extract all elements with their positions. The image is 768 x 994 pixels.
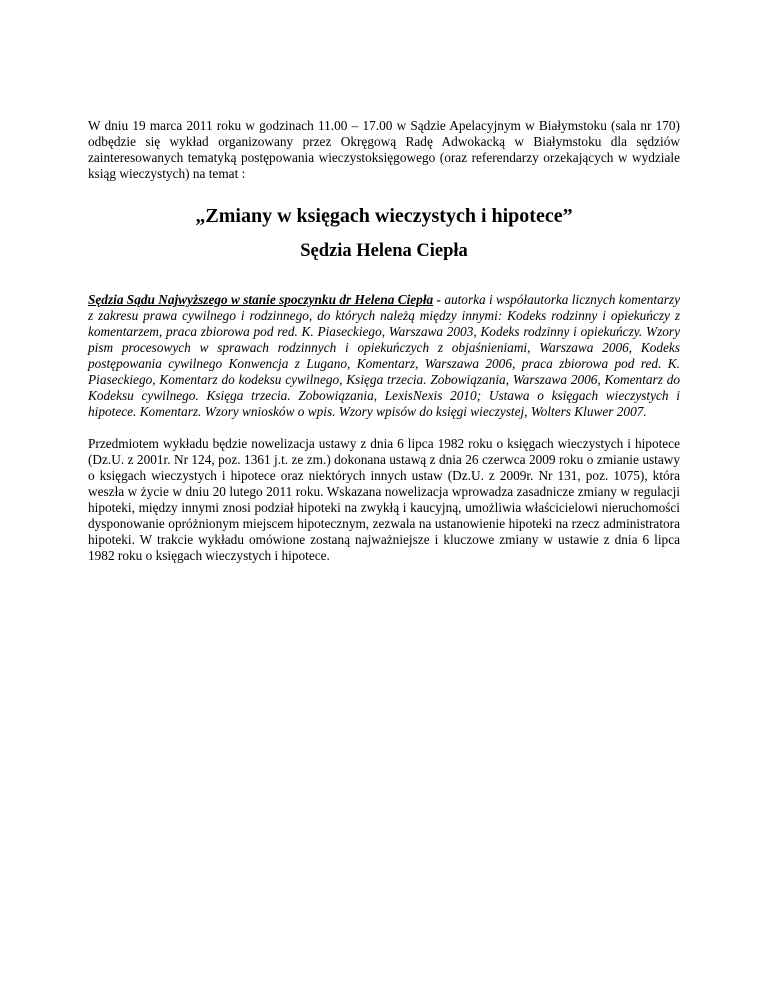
speaker-bio-paragraph bbox=[88, 292, 680, 420]
speaker-name: Sędzia Helena Ciepła bbox=[300, 241, 468, 261]
speaker-bio-text: autorka i współautorka licznych komentarzy z zakresu prawa cywilnego i rodzinnego, do których należą między innymi: Kodeks rodzinny i opiekuńczy z komentarzem, praca zbiorowa pod red. K. Piaseckiego, Warszawa 2003, Kodeks rodzinny i opiekuńczy. Wzory pism procesowych w sprawach rodzinnych i opiekuńczych z objaśnieniami, Warszawa 2006, Kodeks postępowania cywilnego Konwencja z Lugano, Komentarz, Warszawa 2006, praca zbiorowa pod red. K. Piaseckiego, Komentarz do kodeksu cywilnego, Księga trzecia. Zobowiązania, Warszawa 2006, Komentarz do Kodeksu cywilnego. Księga trzecia. Zobowiązania, LexisNexis 2010; Ustawa o księgach wieczystych i hipotece. Komentarz. Wzory wniosków o wpis. Wzory wpisów do księgi wieczystej, Wolters Kluwer 2007. bbox=[88, 292, 681, 419]
speaker-bio-name: Sędzia Sądu Najwyższego w stanie spoczynku dr Helena Ciepła bbox=[88, 292, 434, 307]
intro-paragraph: W dniu 19 marca 2011 roku w godzinach 11.00 – 17.00 w Sądzie Apelacyjnym w Białymstoku (sala nr 170) odbędzie się wykład organizowany przez Okręgową Radę Adwokacką w Białymstoku dla sędziów zainteresowanych tematyką postępowania wieczystoksięgowego (oraz referendarzy orzekających w wydziale ksiąg wieczystych) na temat : bbox=[88, 118, 680, 181]
lecture-description-paragraph: Przedmiotem wykładu będzie nowelizacja ustawy z dnia 6 lipca 1982 roku o księgach wieczystych i hipotece (Dz.U. z 2001r. Nr 124, poz. 1361 j.t. ze zm.) dokonana ustawą z dnia 26 czerwca 2009 roku o zmianie ustawy o księgach wieczystych i hipotece oraz niektórych innych ustaw (Dz.U. z 2009r. Nr 131, poz. 1075), która weszła w życie w dniu 20 lutego 2011 roku. Wskazana nowelizacja wprowadza zasadnicze zmiany w regulacji hipoteki, między innymi znosi podział hipoteki na zwykłą i kaucyjną, umożliwia właścicielowi nieruchomości dysponowanie opróżnionym miejscem hipotecznym, zezwala na ustanowienie hipoteki na rzecz administratora hipoteki. W trakcie wykładu omówione zostaną najważniejsze i kluczowe zmiany w ustawie z dnia 6 lipca 1982 roku o księgach wieczystych i hipotece. bbox=[88, 436, 680, 563]
document-page bbox=[88, 118, 680, 564]
bio-dash: - bbox=[433, 292, 445, 307]
lecture-title: „Zmiany w księgach wieczystych i hipotece” bbox=[195, 205, 573, 227]
